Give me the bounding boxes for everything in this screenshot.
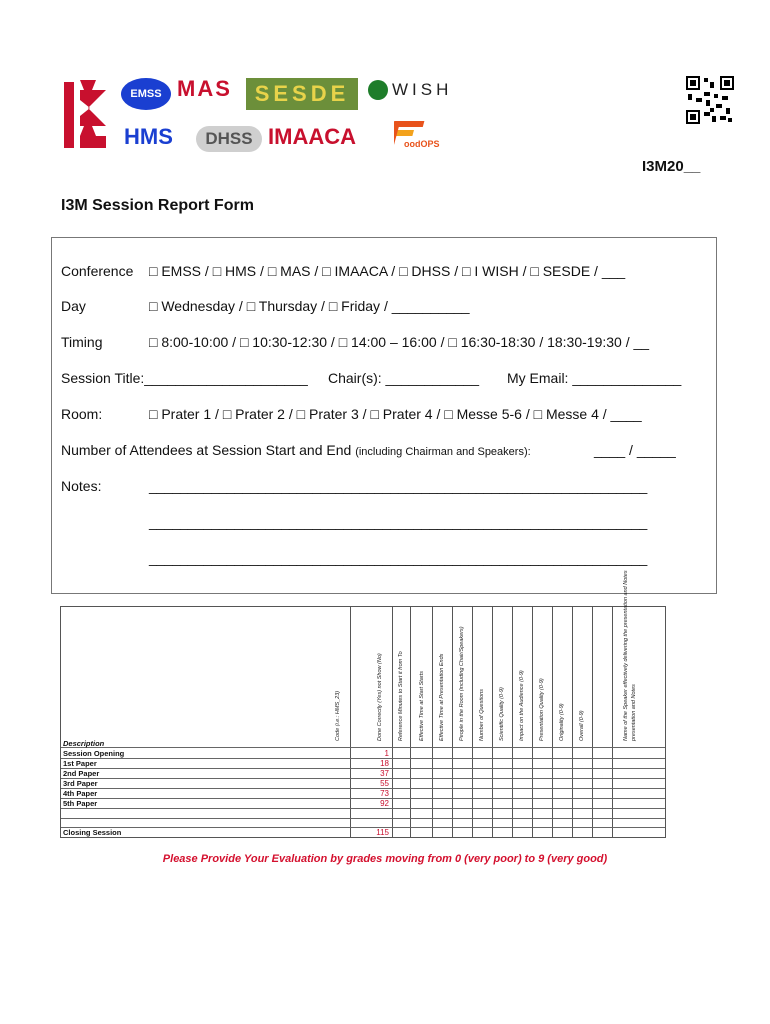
sesde-logo: SESDE	[246, 78, 358, 110]
column-header: Scientific Quality (0-9)	[499, 687, 505, 741]
foodops-logo	[390, 115, 446, 155]
table-row-label: 4th Paper	[63, 789, 98, 798]
form-code: I3M20__	[642, 158, 701, 175]
table-row-divider	[61, 818, 665, 819]
table-row-minutes: 1	[384, 749, 389, 758]
table-row-minutes: 55	[380, 779, 389, 788]
attendees-note: (including Chairman and Speakers):	[355, 446, 531, 458]
chair-field[interactable]: Chair(s): ____________	[328, 370, 479, 386]
iwish-logo-mark	[368, 80, 388, 100]
table-row-label: 3rd Paper	[63, 779, 98, 788]
table-column-divider	[532, 607, 533, 837]
table-column-divider	[472, 607, 473, 837]
table-column-divider	[512, 607, 513, 837]
table-row-divider	[61, 808, 665, 809]
table-column-divider	[392, 607, 393, 837]
evaluation-table	[60, 570, 666, 838]
table-column-divider	[410, 607, 411, 837]
conference-label: Conference	[61, 263, 134, 279]
column-header: Overall (0-9)	[579, 710, 585, 741]
email-field[interactable]: My Email: ______________	[507, 370, 682, 386]
column-header: Number of Questions	[479, 689, 485, 741]
table-row-minutes: 73	[380, 789, 389, 798]
room-label: Room:	[61, 406, 103, 422]
room-options[interactable]: □ Prater 1 / □ Prater 2 / □ Prater 3 / □ Prater 4 / □ Messe 5-6 / □ Messe 4 / ____	[149, 406, 642, 422]
attendees-row	[61, 442, 531, 458]
table-row-divider	[61, 747, 665, 748]
table-column-divider	[350, 607, 351, 837]
column-header: Done Correctly (Yes) not Show (No)	[377, 653, 383, 741]
table-column-divider	[452, 607, 453, 837]
hms-logo: HMS	[124, 124, 173, 149]
emss-logo: EMSS	[121, 78, 171, 110]
description-header: Description	[63, 739, 105, 748]
table-row-label: Closing Session	[63, 828, 122, 837]
table-row-label: 2nd Paper	[63, 769, 100, 778]
table-column-divider	[612, 607, 613, 837]
i3m-logo	[62, 76, 114, 150]
table-row-label: Session Opening	[63, 749, 125, 758]
table-row-minutes: 18	[380, 759, 389, 768]
day-options[interactable]: □ Wednesday / □ Thursday / □ Friday / __________	[149, 298, 470, 314]
table-row-minutes: 37	[380, 769, 389, 778]
conference-options[interactable]: □ EMSS / □ HMS / □ MAS / □ IMAACA / □ DHSS / □ I WISH / □ SESDE / ___	[149, 263, 626, 279]
table-row-minutes: 92	[380, 799, 389, 808]
table-row-label: 5th Paper	[63, 799, 98, 808]
table-column-divider	[552, 607, 553, 837]
session-title-field[interactable]: Session Title:_____________________	[61, 370, 308, 386]
column-header: Effective Time at Presentation Ends	[439, 653, 445, 741]
column-header: presentation and Notes	[631, 684, 637, 741]
notes-label: Notes:	[61, 478, 102, 494]
column-header: Effective Time at Start Starts	[419, 671, 425, 741]
column-header: Code (i.e.: HMS_23)	[335, 690, 341, 741]
table-row-minutes: 115	[376, 828, 389, 837]
table-column-divider	[572, 607, 573, 837]
notes-line[interactable]: ________________________________________________________________	[149, 514, 648, 530]
column-header: Presentation Quality (0-9)	[539, 678, 545, 741]
column-header: Impact on the Audience (0-9)	[519, 670, 525, 741]
column-header: Originality (0-9)	[559, 703, 565, 741]
imaaca-logo: IMAACA	[268, 124, 356, 149]
day-label: Day	[61, 298, 86, 314]
dhss-logo: DHSS	[196, 126, 262, 152]
mas-logo: MAS	[177, 76, 232, 101]
column-header: Reference Minutes to Start it from To	[398, 651, 404, 741]
table-row-label: 1st Paper	[63, 759, 97, 768]
timing-options[interactable]: □ 8:00-10:00 / □ 10:30-12:30 / □ 14:00 – 16:00 / □ 16:30-18:30 / 18:30-19:30 / __	[149, 334, 650, 350]
evaluation-note: Please Provide Your Evaluation by grades moving from 0 (very poor) to 9 (very good)	[162, 853, 608, 865]
foodops-logo-text: oodOPS	[404, 139, 440, 149]
column-header: People in the Room (including Chair/Speakers)	[459, 626, 465, 741]
attendees-label: Number of Attendees at Session Start and End	[61, 442, 352, 458]
column-header: Name of the Speaker effectively delivering the presentation and Notes	[623, 570, 629, 741]
notes-line[interactable]: ________________________________________________________________	[149, 478, 648, 494]
table-column-divider	[492, 607, 493, 837]
qr-code-icon	[686, 76, 734, 124]
table-column-divider	[432, 607, 433, 837]
attendees-field[interactable]: ____ / _____	[594, 442, 676, 458]
iwish-logo: WISH	[392, 80, 453, 99]
timing-label: Timing	[61, 334, 103, 350]
page-title: I3M Session Report Form	[61, 197, 254, 214]
notes-line[interactable]: ________________________________________________________________	[149, 550, 648, 566]
table-column-divider	[592, 607, 593, 837]
